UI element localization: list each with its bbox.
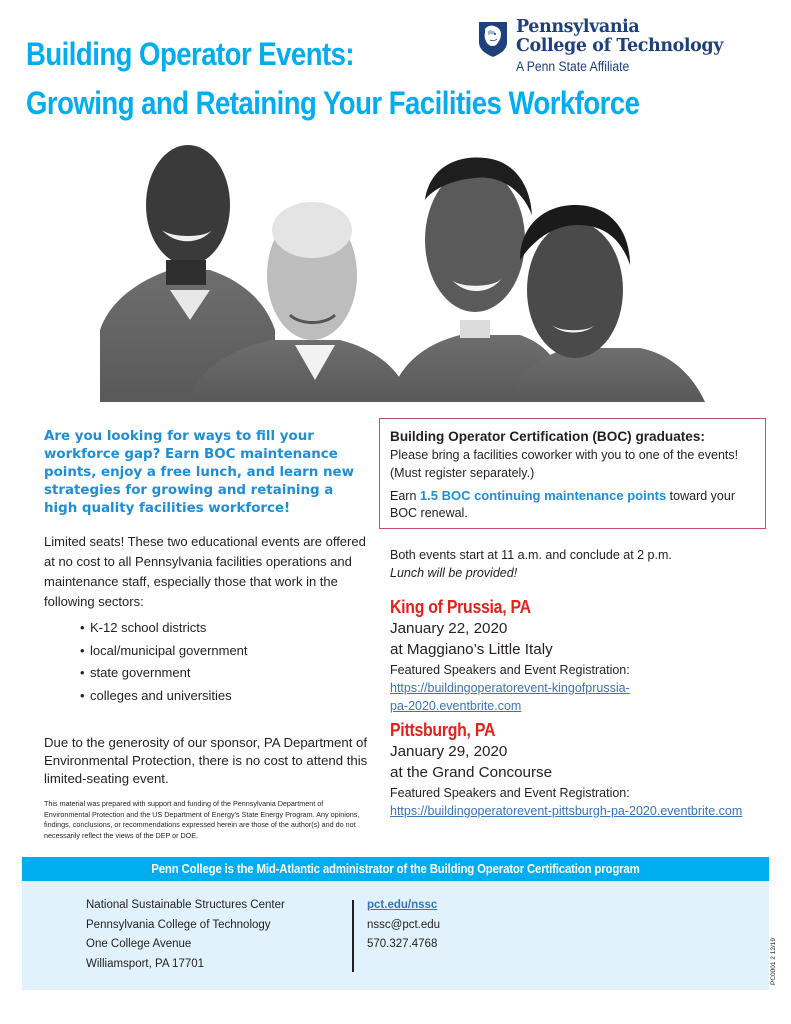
boc-callout-title: Building Operator Certification (BOC) graduates: [390,429,705,444]
sector-item: • local/municipal government [80,640,248,663]
link-text[interactable]: pa-2020.eventbrite.com [390,699,522,713]
events-section [390,546,770,820]
event-venue: at Maggiano’s Little Italy [390,641,553,658]
boc-points-highlight: 1.5 BOC continuing maintenance points [419,488,667,503]
address-line: National Sustainable Structures Center [86,899,285,911]
boc-earn-suffix: toward your BOC renewal. [390,489,735,520]
funding-disclaimer: This material was prepared with support and funding of the Pennsylvania Department of Environmental Protection and the US Department of Energy's State Energy Program. Any opinions, findings, conclusions, or recommendations expressed herein are those of the author(s) and do not necessarily reflect the views of the DEP or DOE. [44,799,360,840]
link-text[interactable]: https://buildingoperatorevent-kingofprussia- [390,681,630,695]
address-line: Pennsylvania College of Technology [86,918,271,931]
sector-item: • colleges and universities [80,685,248,708]
boc-callout-line-2: (Must register separately.) [390,466,535,480]
intro-paragraph: Limited seats! These two educational events are offered at no cost to all Pennsylvania facilities operations and maintenance staff, especially those that work in the following sectors: [44,534,366,609]
nittany-lion-shield-icon [478,20,508,58]
event-city-king-of-prussia: King of Prussia, PA [390,597,531,617]
lead-paragraph: Are you looking for ways to fill your workforce gap? Earn BOC maintenance points, enjoy a free lunch, and learn new strategies for growing and retaining a high quality facilities workforce! [44,429,354,516]
mailing-address [86,896,285,974]
event-city-pittsburgh: Pittsburgh, PA [390,720,496,740]
footer-banner-text: Penn College is the Mid-Atlantic administrator of the Building Operator Certification program [151,861,640,876]
boc-graduates-callout [379,418,766,529]
logo-text-line-2: College of Technology [516,36,724,56]
sector-item: • state government [80,662,248,685]
logo-tagline: A Penn State Affiliate [516,59,630,74]
contact-phone: 570.327.4768 [367,938,438,951]
boc-points-text [390,487,755,522]
event-date: January 29, 2020 [390,743,508,760]
event-time: Both events start at 11 a.m. and conclude at 2 p.m. [390,548,672,562]
address-line: One College Avenue [86,938,192,951]
registration-label: Featured Speakers and Event Registration: [390,663,630,677]
address-line: Williamsport, PA 17701 [86,957,205,970]
sponsor-paragraph: Due to the generosity of our sponsor, PA Department of Environmental Protection, there is no cost to attend this limited-seating event. [44,735,368,786]
page-title-line-1: Building Operator Events: [26,36,355,72]
registration-label: Featured Speakers and Event Registration: [390,786,630,800]
website-link[interactable]: pct.edu/nssc [367,899,438,911]
contact-email: nssc@pct.edu [367,918,441,931]
sector-list [80,617,248,708]
footer-banner [22,857,769,881]
boc-earn-prefix: Earn [390,489,420,503]
logo-text-line-1: Pennsylvania [516,17,640,37]
event-date: January 22, 2020 [390,620,508,637]
lunch-note: Lunch will be provided! [390,566,518,580]
footer-divider [352,900,354,972]
event-venue: at the Grand Concourse [390,764,553,781]
print-code: PC0001 2 12/19 [770,938,777,985]
registration-link-pittsburgh[interactable]: https://buildingoperatorevent-pittsburgh-pa-2020.eventbrite.com [390,804,743,818]
workers-photo [100,130,720,402]
page-title-line-2: Growing and Retaining Your Facilities Workforce [26,85,640,121]
registration-link-king-of-prussia[interactable] [390,679,770,715]
sector-item: • K-12 school districts [80,617,248,640]
college-logo [478,18,723,76]
boc-callout-line-1: Please bring a facilities coworker with you to one of the events! [390,448,739,462]
contact-info [367,896,440,955]
